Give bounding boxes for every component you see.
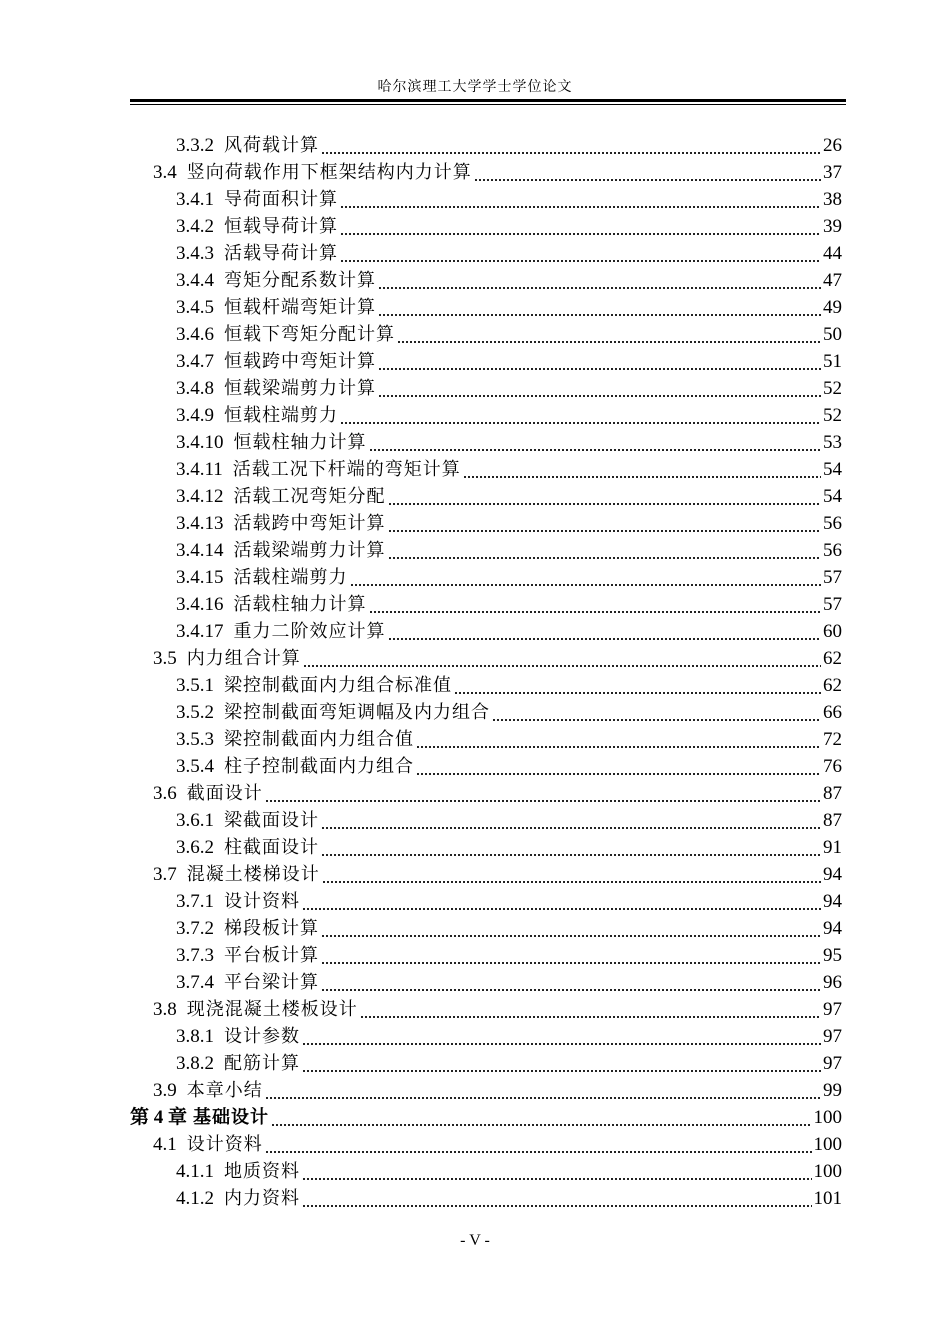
toc-entry-page: 97 xyxy=(823,1053,842,1074)
toc-entry-page: 49 xyxy=(823,297,842,318)
toc-entry[interactable] xyxy=(176,267,842,294)
toc-entry[interactable] xyxy=(176,942,842,969)
toc-dot-leader xyxy=(340,240,821,267)
toc-entry-title: 活载工况下杆端的弯矩计算 xyxy=(232,459,461,480)
toc-entry-page: 54 xyxy=(823,459,842,480)
toc-entry[interactable] xyxy=(176,888,842,915)
toc-dot-leader xyxy=(302,888,821,915)
toc-entry[interactable] xyxy=(176,456,842,483)
toc-entry[interactable] xyxy=(153,1077,842,1104)
toc-dot-leader xyxy=(340,402,821,429)
toc-entry-page: 57 xyxy=(823,594,842,615)
toc-entry-number: 3.7.1 xyxy=(176,891,214,912)
toc-entry[interactable] xyxy=(176,132,842,159)
toc-entry-number: 3.4.12 xyxy=(176,486,224,507)
toc-entry[interactable] xyxy=(176,483,842,510)
toc-entry[interactable] xyxy=(176,726,842,753)
toc-dot-leader xyxy=(303,645,821,672)
toc-entry-number: 3.4.2 xyxy=(176,216,214,237)
toc-entry-title: 梁控制截面内力组合值 xyxy=(224,729,414,750)
toc-entry[interactable] xyxy=(176,618,842,645)
toc-entry-number: 3.5.2 xyxy=(176,702,214,723)
toc-entry-number: 3.4.7 xyxy=(176,351,214,372)
toc-entry-number: 3.4.4 xyxy=(176,270,214,291)
toc-entry[interactable] xyxy=(176,375,842,402)
toc-dot-leader xyxy=(321,969,821,996)
toc-entry-page: 76 xyxy=(823,756,842,777)
toc-dot-leader xyxy=(265,1077,821,1104)
toc-entry-title: 内力资料 xyxy=(224,1188,300,1209)
toc-entry-number: 3.4.1 xyxy=(176,189,214,210)
toc-entry-page: 72 xyxy=(823,729,842,750)
toc-dot-leader xyxy=(378,348,821,375)
toc-entry-page: 60 xyxy=(823,621,842,642)
toc-entry-page: 87 xyxy=(823,783,842,804)
toc-dot-leader xyxy=(322,861,821,888)
toc-entry-page: 62 xyxy=(823,675,842,696)
toc-entry-title: 恒载杆端弯矩计算 xyxy=(224,297,376,318)
toc-entry-page: 66 xyxy=(823,702,842,723)
toc-entry[interactable] xyxy=(176,1023,842,1050)
toc-dot-leader xyxy=(302,1023,821,1050)
toc-entry[interactable] xyxy=(176,294,842,321)
toc-entry[interactable] xyxy=(153,1131,842,1158)
toc-entry-number: 3.4.17 xyxy=(176,621,224,642)
toc-entry-number: 3.4.16 xyxy=(176,594,224,615)
toc-dot-leader xyxy=(378,294,821,321)
toc-entry-page: 96 xyxy=(823,972,842,993)
toc-dot-leader xyxy=(265,780,821,807)
toc-dot-leader xyxy=(321,915,821,942)
toc-entry-number: 3.4.3 xyxy=(176,243,214,264)
toc-dot-leader xyxy=(397,321,821,348)
toc-entry-page: 87 xyxy=(823,810,842,831)
toc-dot-leader xyxy=(340,213,821,240)
toc-entry[interactable] xyxy=(176,807,842,834)
toc-dot-leader xyxy=(492,699,821,726)
toc-entry-number: 4.1 xyxy=(153,1134,177,1155)
toc-entry-number: 3.4.9 xyxy=(176,405,214,426)
toc-entry-page: 44 xyxy=(823,243,842,264)
toc-entry[interactable] xyxy=(176,834,842,861)
toc-entry-number: 3.7.3 xyxy=(176,945,214,966)
toc-entry-number: 3.4.10 xyxy=(176,432,224,453)
toc-entry-title: 柱截面设计 xyxy=(224,837,319,858)
toc-entry[interactable] xyxy=(176,213,842,240)
toc-entry-page: 51 xyxy=(823,351,842,372)
toc-entry-page: 101 xyxy=(813,1188,842,1209)
toc-entry-title: 活载柱轴力计算 xyxy=(233,594,367,615)
toc-entry-page: 56 xyxy=(823,513,842,534)
toc-entry[interactable] xyxy=(130,1104,842,1131)
toc-entry-number: 3.5.3 xyxy=(176,729,214,750)
toc-entry-page: 94 xyxy=(823,918,842,939)
toc-dot-leader xyxy=(302,1185,812,1212)
toc-entry-number: 第 4 章 xyxy=(130,1107,188,1128)
toc-entry-title: 设计参数 xyxy=(224,1026,300,1047)
toc-entry-title: 恒载跨中弯矩计算 xyxy=(224,351,376,372)
toc-dot-leader xyxy=(340,186,821,213)
toc-entry-number: 3.6 xyxy=(153,783,177,804)
toc-entry-number: 3.4.8 xyxy=(176,378,214,399)
toc-entry-title: 本章小结 xyxy=(186,1080,263,1101)
toc-entry-title: 配筋计算 xyxy=(224,1053,300,1074)
toc-entry-number: 3.8 xyxy=(153,999,177,1020)
toc-entry-title: 截面设计 xyxy=(186,783,263,804)
toc-dot-leader xyxy=(378,267,821,294)
toc-entry[interactable] xyxy=(176,591,842,618)
toc-entry[interactable] xyxy=(176,1185,842,1212)
toc-dot-leader xyxy=(454,672,821,699)
toc-entry-page: 99 xyxy=(823,1080,842,1101)
toc-entry-page: 56 xyxy=(823,540,842,561)
toc-entry-page: 52 xyxy=(823,378,842,399)
toc-dot-leader xyxy=(388,537,822,564)
toc-entry-number: 3.4.11 xyxy=(176,459,223,480)
toc-entry[interactable] xyxy=(176,240,842,267)
toc-entry-title: 梯段板计算 xyxy=(224,918,319,939)
toc-entry-number: 4.1.2 xyxy=(176,1188,214,1209)
toc-entry-number: 3.4.6 xyxy=(176,324,214,345)
toc-entry-page: 97 xyxy=(823,1026,842,1047)
toc-dot-leader xyxy=(369,429,822,456)
toc-entry[interactable] xyxy=(153,780,842,807)
toc-entry-page: 54 xyxy=(823,486,842,507)
toc-entry[interactable] xyxy=(176,753,842,780)
toc-entry[interactable] xyxy=(153,645,842,672)
toc-entry[interactable] xyxy=(176,969,842,996)
toc-dot-leader xyxy=(388,510,822,537)
toc-entry-title: 导荷面积计算 xyxy=(224,189,338,210)
toc-dot-leader xyxy=(302,1050,821,1077)
toc-entry-title: 恒载下弯矩分配计算 xyxy=(224,324,395,345)
header-rule-thick xyxy=(130,99,846,102)
toc-entry-title: 重力二阶效应计算 xyxy=(233,621,386,642)
toc-dot-leader xyxy=(416,753,821,780)
toc-entry[interactable] xyxy=(153,159,842,186)
toc-dot-leader xyxy=(265,1131,812,1158)
toc-entry-page: 97 xyxy=(823,999,842,1020)
toc-entry-page: 94 xyxy=(823,891,842,912)
toc-dot-leader xyxy=(321,807,821,834)
toc-entry-title: 活载导荷计算 xyxy=(224,243,338,264)
toc-entry-title: 梁控制截面内力组合标准值 xyxy=(224,675,452,696)
toc-dot-leader xyxy=(321,834,821,861)
toc-entry-title: 柱子控制截面内力组合 xyxy=(224,756,414,777)
toc-entry-number: 3.7.4 xyxy=(176,972,214,993)
toc-entry[interactable] xyxy=(176,510,842,537)
toc-entry-title: 风荷载计算 xyxy=(224,135,319,156)
toc-entry-title: 弯矩分配系数计算 xyxy=(224,270,376,291)
toc-entry-page: 53 xyxy=(823,432,842,453)
toc-entry-number: 3.4.14 xyxy=(176,540,224,561)
toc-entry-number: 3.3.2 xyxy=(176,135,214,156)
toc-entry[interactable] xyxy=(176,537,842,564)
toc-entry-title: 梁截面设计 xyxy=(224,810,319,831)
toc-entry[interactable] xyxy=(176,915,842,942)
toc-entry[interactable] xyxy=(176,1050,842,1077)
toc-entry-number: 3.8.1 xyxy=(176,1026,214,1047)
toc-entry-title: 恒载柱轴力计算 xyxy=(233,432,367,453)
toc-entry-number: 3.4.5 xyxy=(176,297,214,318)
toc-entry-number: 3.7 xyxy=(153,864,177,885)
toc-entry[interactable] xyxy=(176,402,842,429)
toc-entry-page: 91 xyxy=(823,837,842,858)
toc-entry-number: 3.5 xyxy=(153,648,177,669)
toc-entry-page: 95 xyxy=(823,945,842,966)
toc-entry-title: 基础设计 xyxy=(193,1107,270,1128)
toc-entry-number: 3.7.2 xyxy=(176,918,214,939)
toc-entry-page: 37 xyxy=(823,162,842,183)
toc-entry-page: 38 xyxy=(823,189,842,210)
header-rule-thin xyxy=(130,104,846,105)
toc-dot-leader xyxy=(474,159,821,186)
toc-entry[interactable] xyxy=(153,861,842,888)
running-header-title: 哈尔滨理工大学学士学位论文 xyxy=(377,79,573,95)
toc-entry-number: 3.4.15 xyxy=(176,567,224,588)
toc-entry-number: 3.8.2 xyxy=(176,1053,214,1074)
toc-entry-title: 地质资料 xyxy=(224,1161,300,1182)
toc-dot-leader xyxy=(388,483,822,510)
toc-dot-leader xyxy=(321,942,821,969)
toc-entry-title: 恒载柱端剪力 xyxy=(224,405,338,426)
toc-entry-page: 94 xyxy=(823,864,842,885)
toc-entry-page: 100 xyxy=(813,1134,842,1155)
toc-entry-page: 52 xyxy=(823,405,842,426)
toc-entry-number: 3.4.13 xyxy=(176,513,224,534)
toc-entry-number: 3.9 xyxy=(153,1080,177,1101)
toc-entry-title: 内力组合计算 xyxy=(186,648,301,669)
toc-entry[interactable] xyxy=(176,348,842,375)
toc-entry-number: 3.6.2 xyxy=(176,837,214,858)
toc-entry-number: 3.6.1 xyxy=(176,810,214,831)
toc-entry[interactable] xyxy=(176,321,842,348)
toc-entry[interactable] xyxy=(176,699,842,726)
toc-dot-leader xyxy=(302,1158,812,1185)
toc-entry-title: 现浇混凝土楼板设计 xyxy=(186,999,358,1020)
toc-entry[interactable] xyxy=(176,1158,842,1185)
toc-entry[interactable] xyxy=(176,564,842,591)
toc-entry-number: 3.4 xyxy=(153,162,177,183)
toc-entry-title: 平台板计算 xyxy=(224,945,319,966)
toc-entry-title: 活载柱端剪力 xyxy=(233,567,348,588)
toc-entry-page: 26 xyxy=(823,135,842,156)
toc-dot-leader xyxy=(388,618,822,645)
page-number: - V - xyxy=(460,1232,490,1249)
toc-entry-number: 3.5.1 xyxy=(176,675,214,696)
toc-entry-title: 恒载导荷计算 xyxy=(224,216,338,237)
toc-dot-leader xyxy=(321,132,821,159)
toc-dot-leader xyxy=(369,591,822,618)
toc-entry-title: 活载梁端剪力计算 xyxy=(233,540,386,561)
toc-dot-leader xyxy=(463,456,821,483)
toc-dot-leader xyxy=(350,564,822,591)
toc-entry-title: 恒载梁端剪力计算 xyxy=(224,378,376,399)
toc-entry-title: 竖向荷载作用下框架结构内力计算 xyxy=(186,162,472,183)
toc-entry-title: 平台梁计算 xyxy=(224,972,319,993)
toc-entry-page: 57 xyxy=(823,567,842,588)
toc-entry-title: 设计资料 xyxy=(186,1134,263,1155)
toc-dot-leader xyxy=(271,1104,811,1131)
toc-entry[interactable] xyxy=(153,996,842,1023)
toc-entry-title: 混凝土楼梯设计 xyxy=(186,864,320,885)
toc-entry[interactable] xyxy=(176,429,842,456)
toc-entry[interactable] xyxy=(176,186,842,213)
toc-entry-title: 活载跨中弯矩计算 xyxy=(233,513,386,534)
toc-dot-leader xyxy=(378,375,821,402)
toc-entry-page: 47 xyxy=(823,270,842,291)
toc-entry-page: 100 xyxy=(813,1161,842,1182)
toc-entry-number: 3.5.4 xyxy=(176,756,214,777)
toc-entry-number: 4.1.1 xyxy=(176,1161,214,1182)
toc-entry[interactable] xyxy=(176,672,842,699)
toc-entry-title: 活载工况弯矩分配 xyxy=(233,486,386,507)
toc-entry-title: 梁控制截面弯矩调幅及内力组合 xyxy=(224,702,490,723)
toc-entry-page: 50 xyxy=(823,324,842,345)
toc-entry-page: 62 xyxy=(823,648,842,669)
toc-dot-leader xyxy=(416,726,821,753)
toc-entry-title: 设计资料 xyxy=(224,891,300,912)
toc-entry-page: 100 xyxy=(813,1107,842,1128)
toc-entry-page: 39 xyxy=(823,216,842,237)
toc-dot-leader xyxy=(360,996,821,1023)
